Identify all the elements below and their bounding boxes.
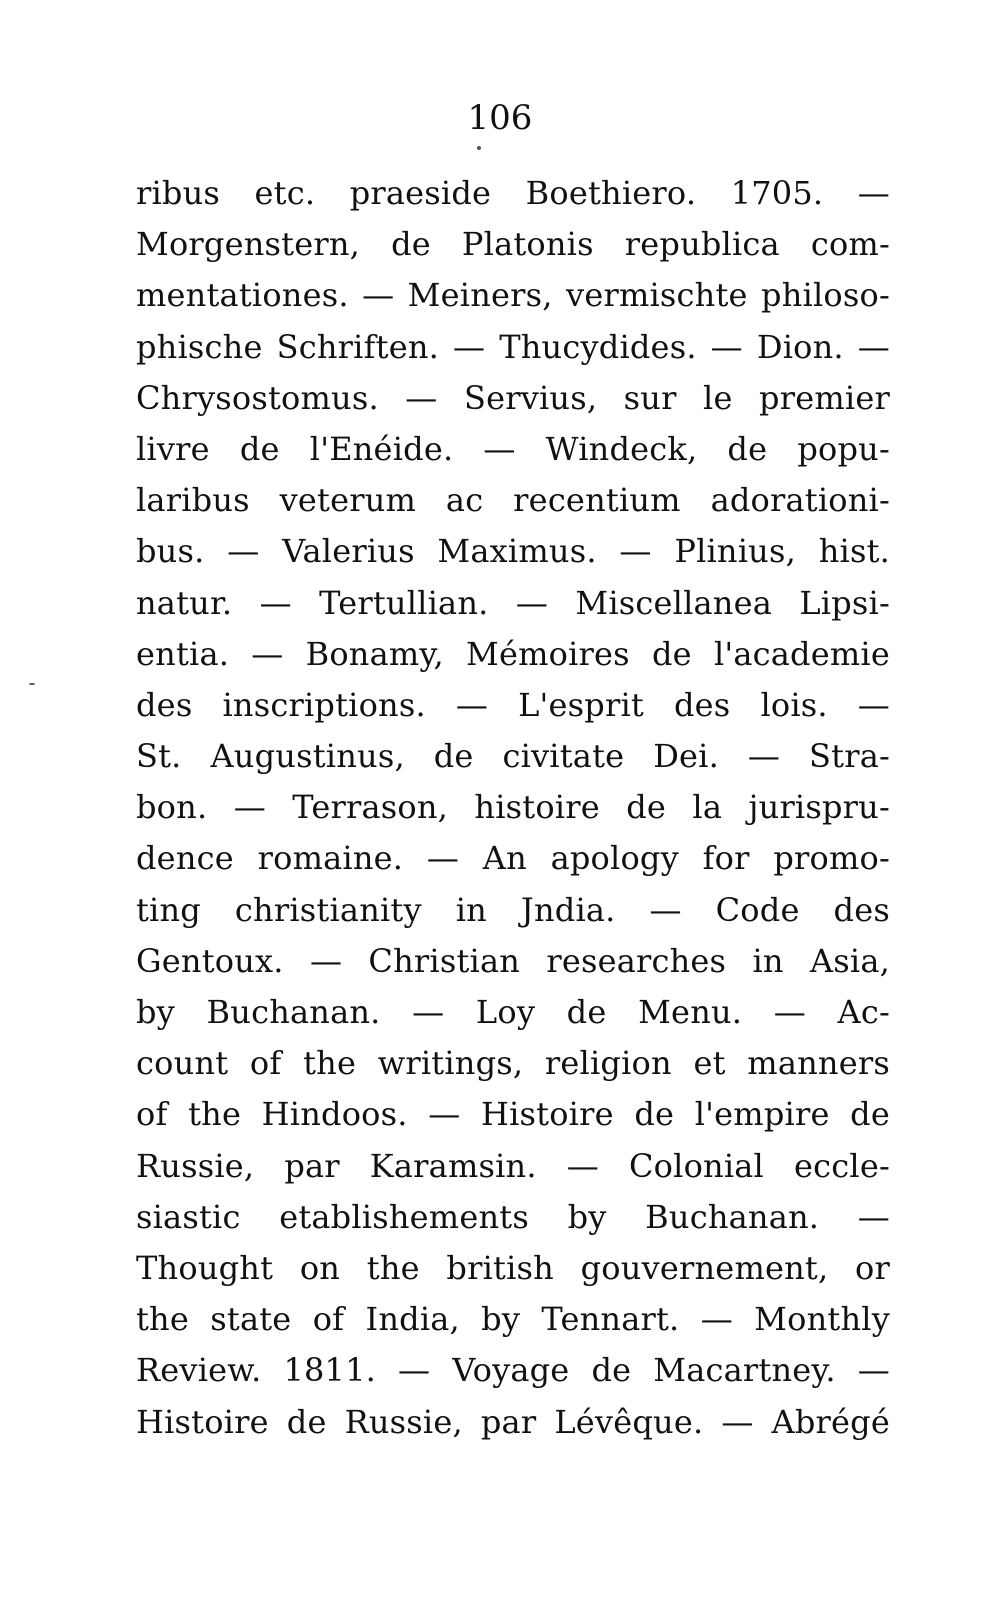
text-line: by Buchanan. — Loy de Menu. — Ac- bbox=[136, 993, 890, 1031]
text-line: ribus etc. praeside Boethiero. 1705. — bbox=[136, 174, 890, 212]
text-line: the state of India, by Tennart. — Monthly bbox=[136, 1300, 890, 1339]
text-line: Thought on the british gouvernement, or bbox=[136, 1248, 890, 1287]
text-line: Morgenstern, de Platonis republica com- bbox=[136, 225, 890, 264]
text-line: of the Hindoos. — Histoire de l'empire de bbox=[136, 1095, 890, 1134]
text-line: Russie, par Karamsin. — Colonial eccle- bbox=[136, 1146, 890, 1185]
text-line: livre de l'Enéide. — Windeck, de popu- bbox=[136, 429, 890, 468]
text-line: entia. — Bonamy, Mémoires de l'academie bbox=[136, 634, 890, 673]
text-line: Chrysostomus. — Servius, sur le premier bbox=[136, 378, 890, 417]
text-line: natur. — Tertullian. — Miscellanea Lipsi- bbox=[136, 583, 890, 622]
page-number: 106 bbox=[467, 98, 533, 138]
text-line: ting christianity in Jndia. — Code des bbox=[136, 890, 890, 929]
text-line: Review. 1811. — Voyage de Macartney. — bbox=[136, 1351, 890, 1390]
text-line: mentationes. — Meiners, vermischte philoso- bbox=[136, 276, 890, 315]
print-speck bbox=[477, 146, 481, 150]
print-speck bbox=[29, 683, 35, 685]
text-line: des inscriptions. — L'esprit des lois. — bbox=[136, 685, 890, 724]
body-text bbox=[136, 168, 890, 1448]
text-line: Gentoux. — Christian researches in Asia, bbox=[136, 941, 890, 980]
text-line: Histoire de Russie, par Lévêque. — Abrégé bbox=[136, 1402, 890, 1441]
text-line: St. Augustinus, de civitate Dei. — Stra- bbox=[136, 737, 890, 776]
text-line: dence romaine. — An apology for promo- bbox=[136, 839, 890, 878]
text-line: bon. — Terrason, histoire de la jurispru- bbox=[136, 788, 890, 827]
text-line: bus. — Valerius Maximus. — Plinius, hist. bbox=[136, 532, 890, 571]
text-line: phische Schriften. — Thucydides. — Dion. — bbox=[136, 327, 890, 366]
text-line: siastic etablishements by Buchanan. — bbox=[136, 1197, 890, 1236]
text-line: laribus veterum ac recentium adorationi- bbox=[136, 481, 890, 520]
text-line: count of the writings, religion et manners bbox=[136, 1044, 890, 1083]
